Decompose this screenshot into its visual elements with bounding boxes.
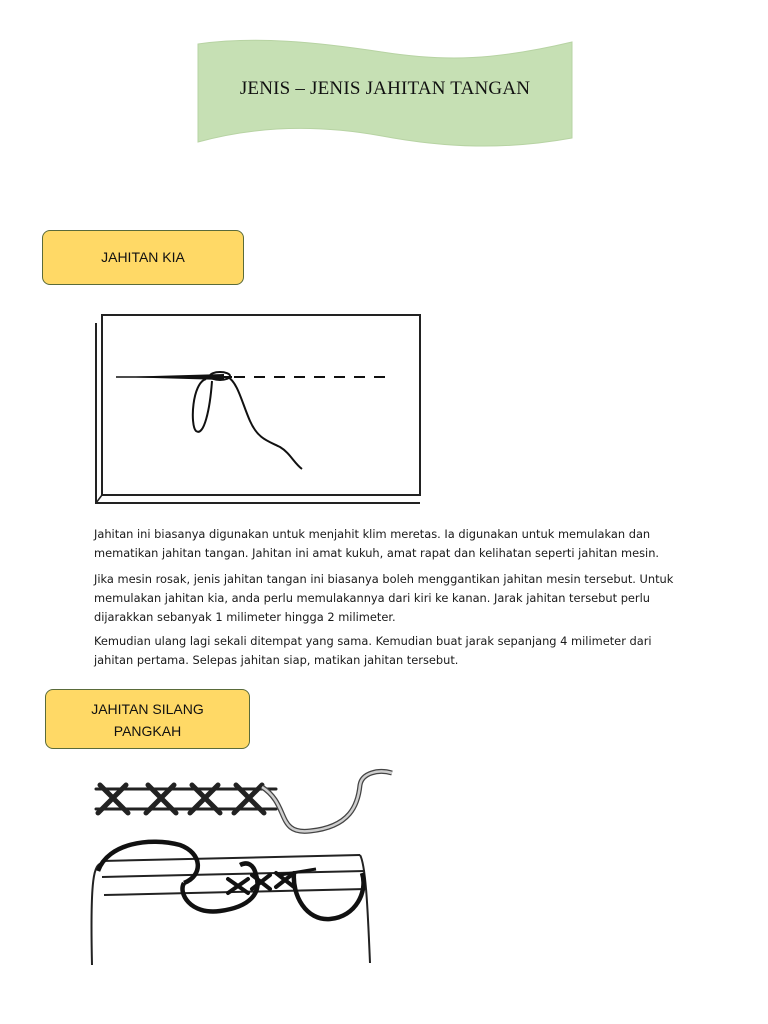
section-label-line-2: PANGKAH	[113, 723, 182, 739]
page-title: JENIS – JENIS JAHITAN TANGAN	[239, 78, 531, 99]
jahitan-kia-paragraph-1: Jahitan ini biasanya digunakan untuk menjahit klim meretas. Ia digunakan untuk memulakan dan mematikan jahitan tangan. Jahitan ini amat kukuh, amat rapat dan kelihatan seperti jahitan mesin.	[94, 527, 660, 560]
jahitan-kia-paragraph-3: Kemudian ulang lagi sekali ditempat yang sama. Kemudian buat jarak sepanjang 4 milimeter dari jahitan pertama. Selepas jahitan siap, matikan jahitan tersebut.	[94, 634, 652, 667]
jahitan-kia-illustration	[92, 313, 424, 514]
section-label-jahitan-kia: JAHITAN KIA	[42, 230, 244, 285]
section-label-line-1: JAHITAN SILANG	[91, 701, 204, 717]
jahitan-kia-paragraph-2: Jika mesin rosak, jenis jahitan tangan ini biasanya boleh menggantikan jahitan mesin tersebut. Untuk memulakan jahitan kia, anda perlu memulakannya dari kiri ke kanan. Jarak jahitan tersebut perlu dijarakkan sebanyak 1 milimeter hingga 2 milimeter.	[94, 572, 674, 624]
title-banner	[196, 38, 574, 148]
section-label-jahitan-silang-pangkah	[45, 689, 250, 749]
jahitan-silang-pangkah-illustration	[80, 765, 400, 970]
